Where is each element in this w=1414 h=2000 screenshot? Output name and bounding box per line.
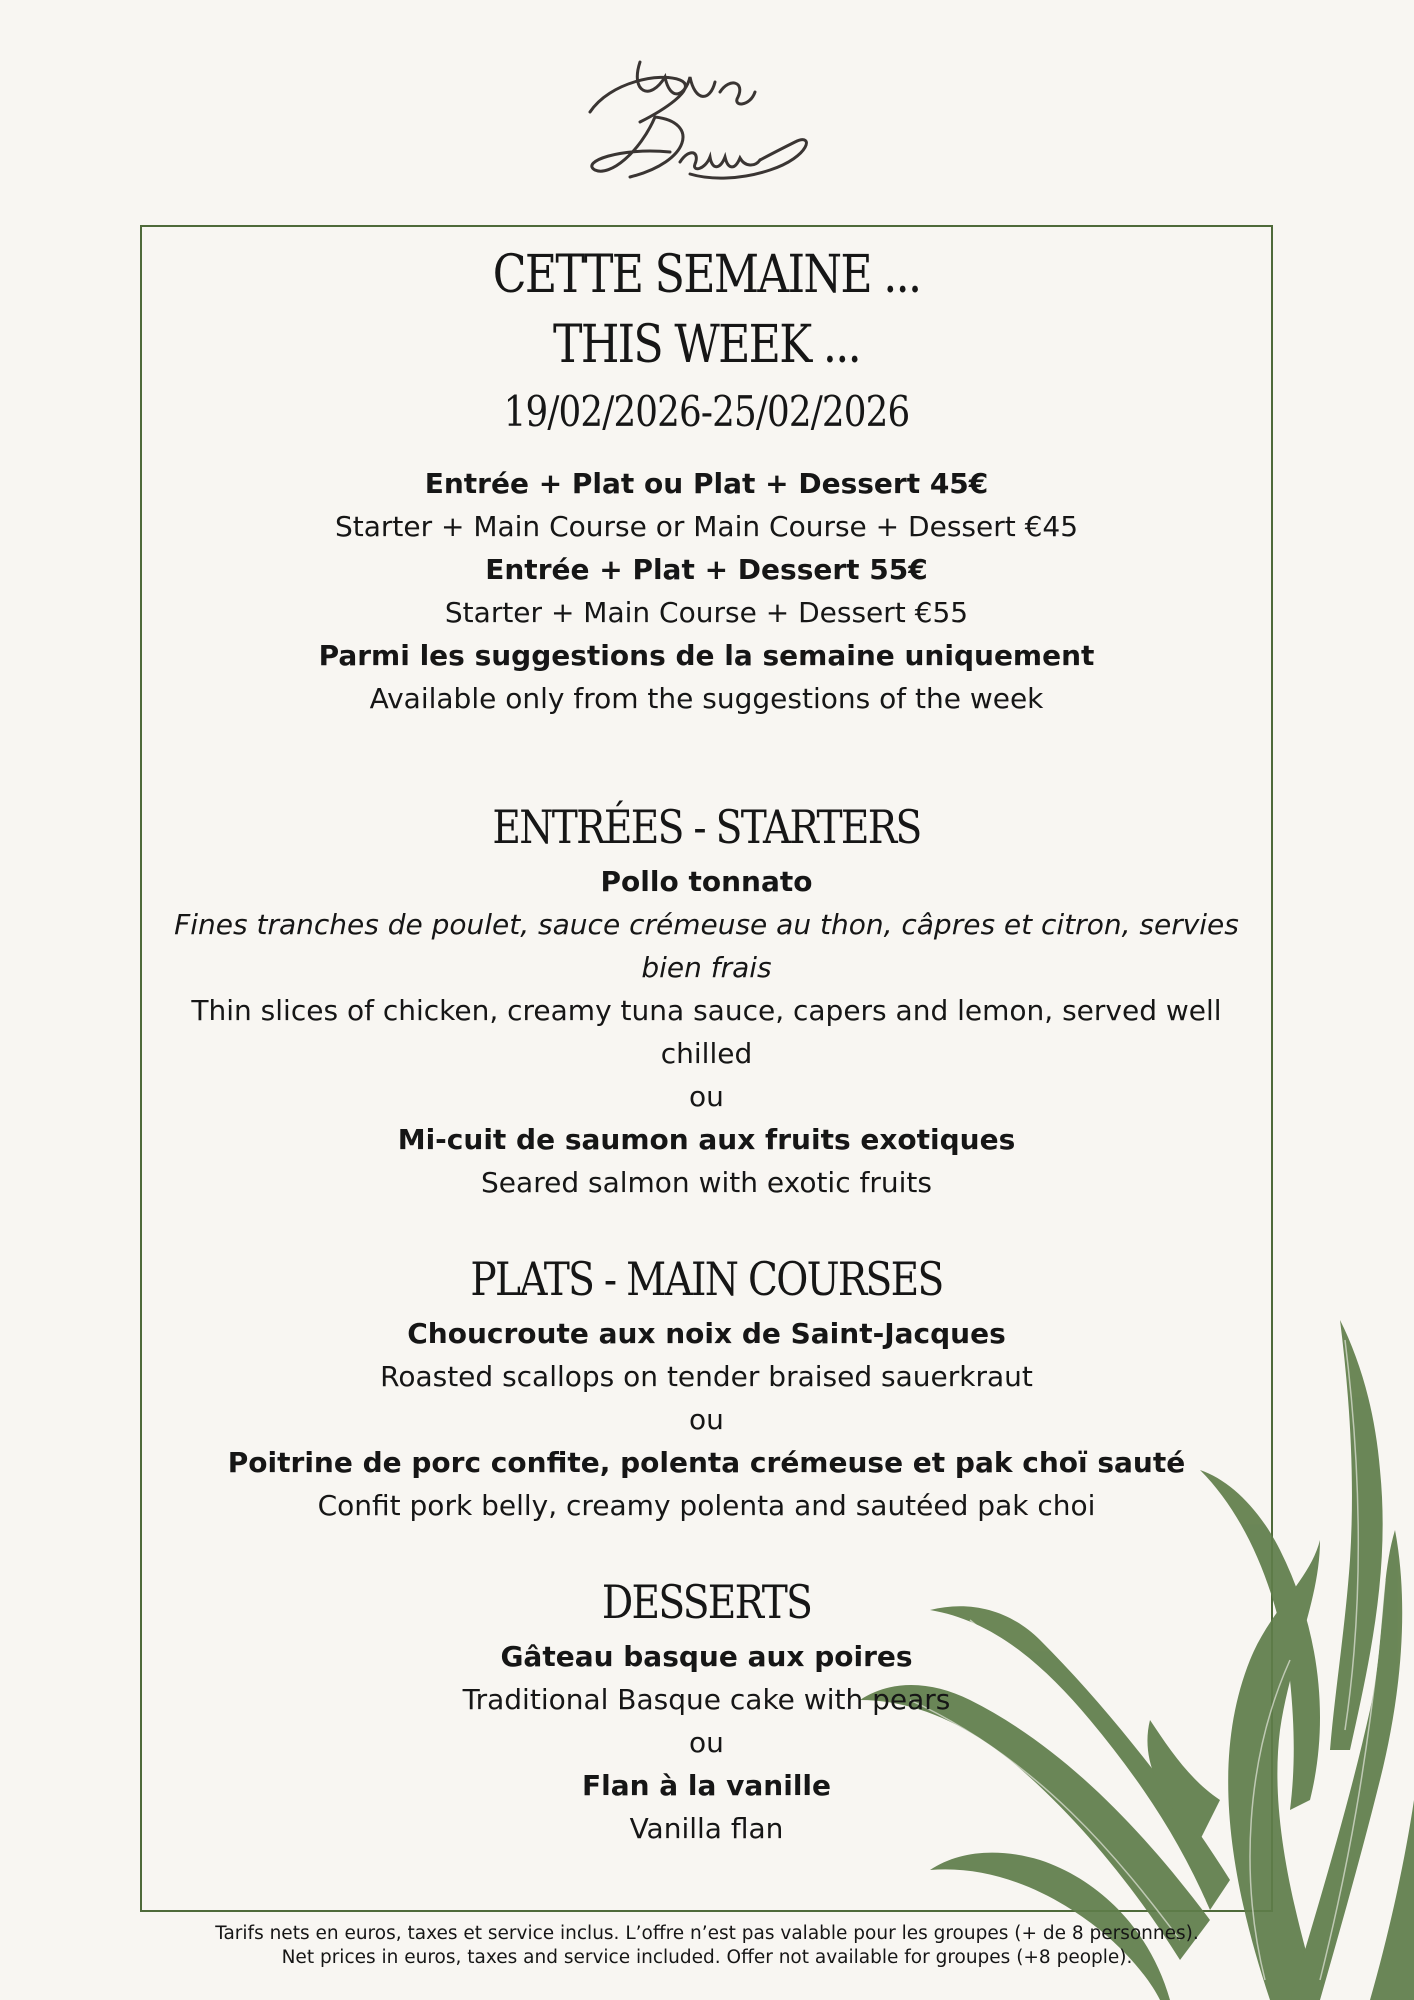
starter-1-desc-english: Thin slices of chicken, creamy tuna sauce, capers and lemon, served well chilled — [191, 994, 1222, 1070]
title-french: CETTE SEMAINE ... — [492, 245, 921, 305]
dessert-2-name: Flan à la vanille — [581, 1769, 832, 1802]
section-starters: ENTRÉES - STARTERS — [492, 800, 921, 854]
offer-note-french: Parmi les suggestions de la semaine uniquement — [318, 639, 1095, 672]
formula-1-french: Entrée + Plat ou Plat + Dessert 45€ — [424, 467, 989, 500]
main-2-desc-english: Confit pork belly, creamy polenta and sautéed pak choi — [317, 1489, 1096, 1522]
footer-french: Tarifs nets en euros, taxes et service inclus. L’offre n’est pas valable pour les groupes (+ de 8 personnes). — [215, 1923, 1199, 1944]
separator-ou: ou — [689, 1403, 724, 1436]
dessert-1-name: Gâteau basque aux poires — [500, 1640, 913, 1673]
section-main-courses: PLATS - MAIN COURSES — [470, 1252, 943, 1306]
main-2-name: Poitrine de porc confite, polenta crémeuse et pak choï sauté — [227, 1446, 1186, 1479]
footer-english: Net prices in euros, taxes and service included. Offer not available for groupes (+8 people). — [281, 1947, 1133, 1968]
separator-ou: ou — [689, 1080, 724, 1113]
starter-1-desc-french: Fines tranches de poulet, sauce crémeuse au thon, câpres et citron, servies bien frais — [174, 908, 1239, 984]
footer-notice — [0, 1922, 1414, 1970]
date-range: 19/02/2026-25/02/2026 — [503, 387, 910, 436]
main-1-desc-english: Roasted scallops on tender braised sauerkraut — [380, 1360, 1033, 1393]
starter-2-desc-english: Seared salmon with exotic fruits — [481, 1166, 932, 1199]
dessert-2-desc-english: Vanilla flan — [629, 1812, 784, 1845]
dessert-1-desc-english: Traditional Basque cake with pears — [462, 1683, 951, 1716]
section-desserts: DESSERTS — [601, 1575, 812, 1629]
formula-2-english: Starter + Main Course + Dessert €55 — [444, 596, 969, 629]
title-english: THIS WEEK ... — [553, 315, 860, 375]
starter-2-name: Mi-cuit de saumon aux fruits exotiques — [397, 1123, 1016, 1156]
offer-note-english: Available only from the suggestions of the week — [369, 682, 1044, 715]
menu-content — [142, 227, 1271, 1850]
formula-2-french: Entrée + Plat + Dessert 55€ — [485, 553, 928, 586]
starter-1-name: Pollo tonnato — [600, 865, 813, 898]
formula-1-english: Starter + Main Course or Main Course + Dessert €45 — [334, 510, 1079, 543]
main-1-name: Choucroute aux noix de Saint-Jacques — [407, 1317, 1006, 1350]
separator-ou: ou — [689, 1726, 724, 1759]
restaurant-logo — [570, 52, 850, 192]
